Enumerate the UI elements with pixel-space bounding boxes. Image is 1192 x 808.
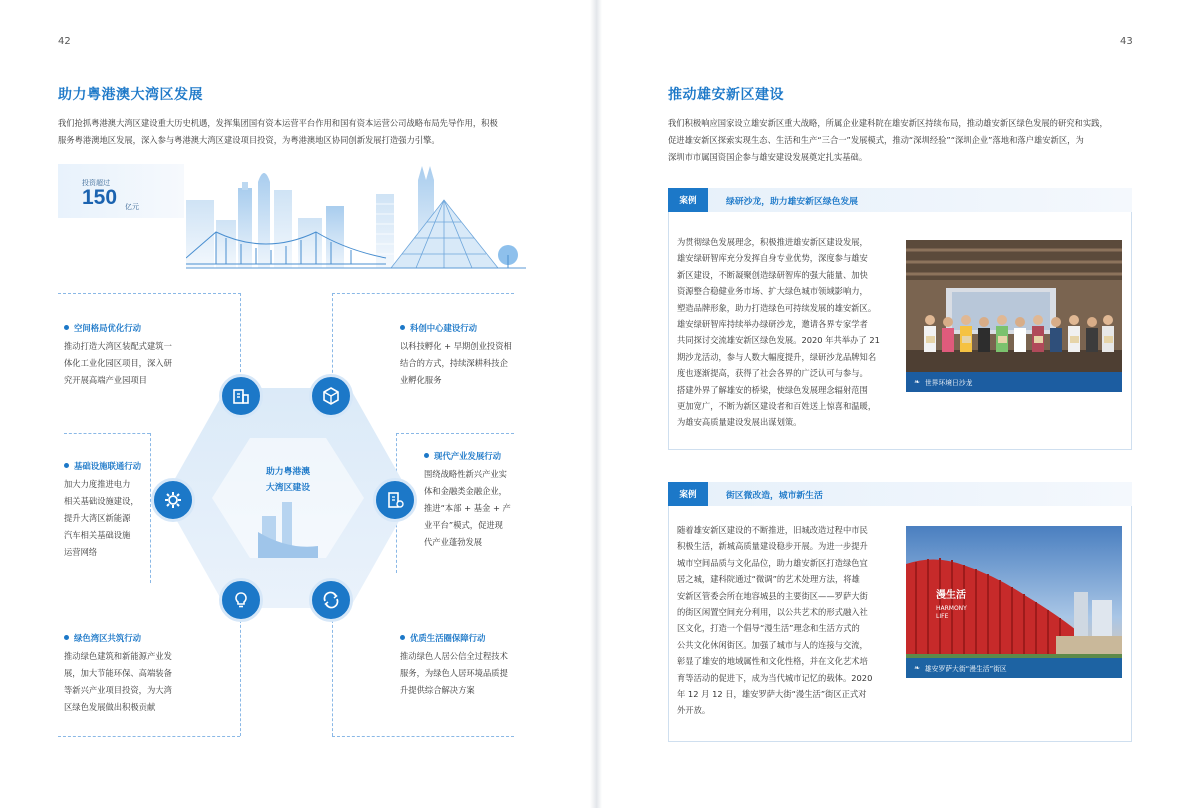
item-line: 汽车相关基础设施 bbox=[64, 530, 131, 540]
item-title-quality-life bbox=[400, 632, 485, 644]
item-line: 相关基础设施建设， bbox=[64, 496, 139, 506]
item-line: 围绕战略性新兴产业实 bbox=[424, 469, 507, 479]
item-line: 等新兴产业项目投资，为大湾 bbox=[64, 685, 172, 695]
item-text-green-bay bbox=[64, 648, 224, 716]
building-icon bbox=[219, 374, 263, 418]
photo-caption-1 bbox=[906, 372, 1122, 392]
item-line: 服务，为绿色人居环境品质提 bbox=[400, 668, 508, 678]
item-text-infrastructure bbox=[64, 476, 154, 561]
bullet-dot bbox=[64, 325, 69, 330]
intro-line: 服务粤港澳地区发展，深入参与粤港澳大湾区建设项目投资，为粤港澳地区协同创新发展打造强力引擎。 bbox=[58, 135, 440, 145]
skyline-illustration bbox=[186, 160, 526, 272]
street-photo bbox=[906, 526, 1122, 678]
case-line: 雄安绿研智库持续举办绿研沙龙，邀请各界专家学者 bbox=[677, 319, 868, 330]
frame-line bbox=[58, 736, 240, 737]
section-title-right: 推动雄安新区建设 bbox=[668, 87, 784, 103]
case-line: 育等活动的促进下，成为当代城市记忆的载体。2020 bbox=[677, 672, 873, 683]
intro-line: 我们抢抓粤港澳大湾区建设重大历史机遇，发挥集团国有资本运营平台作用和国有资本运营公司战略布局先导作用，积极 bbox=[58, 118, 498, 128]
lightbulb-icon bbox=[219, 578, 263, 622]
case-line: 的街区闲置空间充分利用，以公共艺术的形式融入社 bbox=[677, 607, 868, 618]
page-number-left: 42 bbox=[58, 36, 71, 47]
case-line: 为贯彻绿色发展理念，积极推进雄安新区建设发展， bbox=[677, 237, 868, 247]
case-line: 居之城，建科院通过“微调”的艺术处理方法，将雄 bbox=[677, 574, 860, 585]
case-tag: 案例 bbox=[668, 188, 708, 212]
item-title-text: 基础设施联通行动 bbox=[74, 461, 141, 471]
case-line: 度也逐渐提高，获得了社会各界的广泛认可与参与。 bbox=[677, 368, 868, 379]
item-title-industry bbox=[424, 450, 501, 462]
case-line: 年 12 月 12 日，雄安罗萨大街“漫生活”街区正式对 bbox=[677, 689, 867, 700]
leaf-icon: ❧ bbox=[914, 664, 920, 672]
hex-center-line: 大湾区建设 bbox=[266, 483, 310, 493]
item-line: 推动绿色建筑和新能源产业发 bbox=[64, 651, 172, 661]
invest-unit: 亿元 bbox=[125, 203, 139, 211]
case-title: 绿研沙龙，助力雄安新区绿色发展 bbox=[726, 197, 858, 207]
item-title-text: 优质生活圈保障行动 bbox=[410, 633, 486, 643]
case-line: 更加宽广，不断为新区建设者和百姓送上惊喜和温暖， bbox=[677, 401, 877, 412]
item-line: 体和金融类金融企业， bbox=[424, 486, 507, 496]
invest-badge bbox=[58, 164, 184, 218]
case-text-2 bbox=[677, 522, 899, 719]
case-line: 随着雄安新区建设的不断推进，旧城改造过程中市民 bbox=[677, 525, 868, 535]
intro-right bbox=[668, 115, 1148, 166]
salon-photo bbox=[906, 240, 1122, 392]
item-title-spatial bbox=[64, 322, 141, 334]
gear-tools-icon bbox=[151, 478, 195, 522]
item-title-innovation bbox=[400, 322, 477, 334]
case-tag: 案例 bbox=[668, 482, 708, 506]
bullet-dot bbox=[400, 325, 405, 330]
street-photo-image bbox=[906, 526, 1122, 678]
photo-caption-text: 世界环境日沙龙 bbox=[924, 379, 973, 387]
item-line: 以科技孵化 + 早期创业投资相 bbox=[400, 341, 512, 351]
case-line: 共同探讨交流雄安新区绿色发展。2020 年共举办了 21 bbox=[677, 335, 880, 346]
case-line: 彰显了雄安的地域属性和文化性格，并在文化艺术培 bbox=[677, 656, 868, 667]
case-line: 新区建设，不断凝聚创造绿研智库的强大能量、加快 bbox=[677, 269, 868, 280]
bullet-dot bbox=[400, 635, 405, 640]
invest-value: 150 bbox=[82, 186, 118, 209]
item-title-text: 科创中心建设行动 bbox=[410, 323, 477, 333]
office-building-icon bbox=[373, 478, 417, 522]
case-line: 区文化，打造一个倡导“漫生活”理念和生活方式的 bbox=[677, 623, 860, 634]
item-title-green-bay bbox=[64, 632, 141, 644]
book-gutter bbox=[590, 0, 602, 808]
item-line: 推进“本部 + 基金 + 产 bbox=[424, 503, 511, 513]
item-line: 提升大湾区新能源 bbox=[64, 513, 131, 523]
item-text-industry bbox=[424, 466, 534, 551]
item-line: 加大力度推进电力 bbox=[64, 479, 131, 489]
frame-line bbox=[332, 620, 333, 736]
frame-line bbox=[240, 620, 241, 736]
case-header-2 bbox=[668, 482, 1132, 506]
case-line: 资源整合稳健业务市场、扩大绿色城市领域影响力， bbox=[677, 286, 868, 297]
item-line: 代产业蓬勃发展 bbox=[424, 537, 483, 547]
case-line: 雄安绿研智库充分发挥自身专业优势，深度参与雄安 bbox=[677, 253, 868, 264]
case-line: 城市空间品质与文化品位，助力雄安新区打造绿色宜 bbox=[677, 557, 868, 568]
item-line: 区绿色发展做出积极贡献 bbox=[64, 702, 156, 712]
intro-line: 促进雄安新区探索实现生态、生活和生产“三合一”发展模式，推动“深圳经验”“深圳企业”落地和落户雄安新区，为 bbox=[668, 135, 1084, 145]
page-number-right: 43 bbox=[1120, 36, 1133, 47]
photo-caption-text: 雄安罗萨大街“漫生活”街区 bbox=[924, 665, 1007, 673]
salon-photo-image bbox=[906, 240, 1122, 392]
item-line: 体化工业化园区项目，深入研 bbox=[64, 358, 172, 368]
case-line: 搭建外界了解雄安的桥梁，使绿色发展理念辐射范围 bbox=[677, 384, 868, 395]
leaf-icon: ❧ bbox=[914, 378, 920, 386]
item-text-innovation bbox=[400, 338, 550, 389]
case-line: 外开放。 bbox=[677, 705, 711, 716]
photo-caption-2 bbox=[906, 658, 1122, 678]
case-line: 塑造品牌形象，助力打造绿色可持续发展的雄安新区。 bbox=[677, 302, 877, 313]
bullet-dot bbox=[64, 635, 69, 640]
intro-line: 深圳市市属国资国企参与雄安建设发展奠定扎实基础。 bbox=[668, 152, 868, 162]
hex-center-title bbox=[240, 464, 336, 496]
case-line: 安新区管委会所在地容城县的主要街区——罗萨大街 bbox=[677, 590, 868, 601]
case-line: 积极生活，新城高质量建设稳步开展。为进一步提升 bbox=[677, 541, 868, 552]
frame-line bbox=[64, 433, 150, 434]
invest-label: 投资超过 bbox=[82, 179, 110, 187]
recycle-icon bbox=[309, 578, 353, 622]
item-line: 推动绿色人居公信全过程技术 bbox=[400, 651, 508, 661]
case-line: 为雄安高质量建设发展出谋划策。 bbox=[677, 417, 802, 428]
item-title-text: 绿色湾区共筑行动 bbox=[74, 633, 141, 643]
frame-line bbox=[58, 293, 241, 294]
item-title-infrastructure bbox=[64, 460, 141, 472]
section-title-left: 助力粤港澳大湾区发展 bbox=[58, 87, 203, 103]
frame-line bbox=[332, 293, 333, 383]
case-title: 街区微改造，城市新生活 bbox=[726, 491, 823, 501]
intro-left bbox=[58, 115, 538, 149]
cube-icon bbox=[309, 374, 353, 418]
frame-line bbox=[332, 293, 514, 294]
item-line: 运营网络 bbox=[64, 547, 98, 557]
item-title-text: 空间格局优化行动 bbox=[74, 323, 141, 333]
bullet-dot bbox=[64, 463, 69, 468]
hex-center-line: 助力粤港澳 bbox=[266, 467, 310, 477]
case-text-1 bbox=[677, 234, 899, 431]
sign-text-harmony: HARMONY bbox=[936, 605, 967, 612]
item-text-spatial bbox=[64, 338, 214, 389]
bullet-dot bbox=[424, 453, 429, 458]
item-text-quality-life bbox=[400, 648, 550, 699]
item-line: 业孵化服务 bbox=[400, 375, 442, 385]
case-line: 公共文化休闲街区。加强了城市与人的连接与交流， bbox=[677, 639, 868, 650]
item-line: 升提供综合解决方案 bbox=[400, 685, 475, 695]
sign-text-life: LIFE bbox=[936, 613, 949, 620]
case-line: 期沙龙活动，参与人数大幅度提升，绿研沙龙品牌知名 bbox=[677, 351, 877, 362]
sign-text-chinese: 漫生活 bbox=[936, 590, 966, 601]
item-line: 推动打造大湾区装配式建筑一 bbox=[64, 341, 172, 351]
item-line: 业平台”模式，促进现 bbox=[424, 520, 503, 530]
item-line: 结合的方式，持续深耕科技企 bbox=[400, 358, 508, 368]
item-line: 展，加大节能环保、高端装备 bbox=[64, 668, 172, 678]
intro-line: 我们积极响应国家设立雄安新区重大战略，所属企业建科院在雄安新区持续布局，推动雄安新区绿色发展的研究和实践， bbox=[668, 118, 1108, 128]
item-line: 究开展高端产业园项目 bbox=[64, 375, 147, 385]
item-title-text: 现代产业发展行动 bbox=[434, 451, 501, 461]
case-header-1 bbox=[668, 188, 1132, 212]
frame-line bbox=[332, 736, 514, 737]
